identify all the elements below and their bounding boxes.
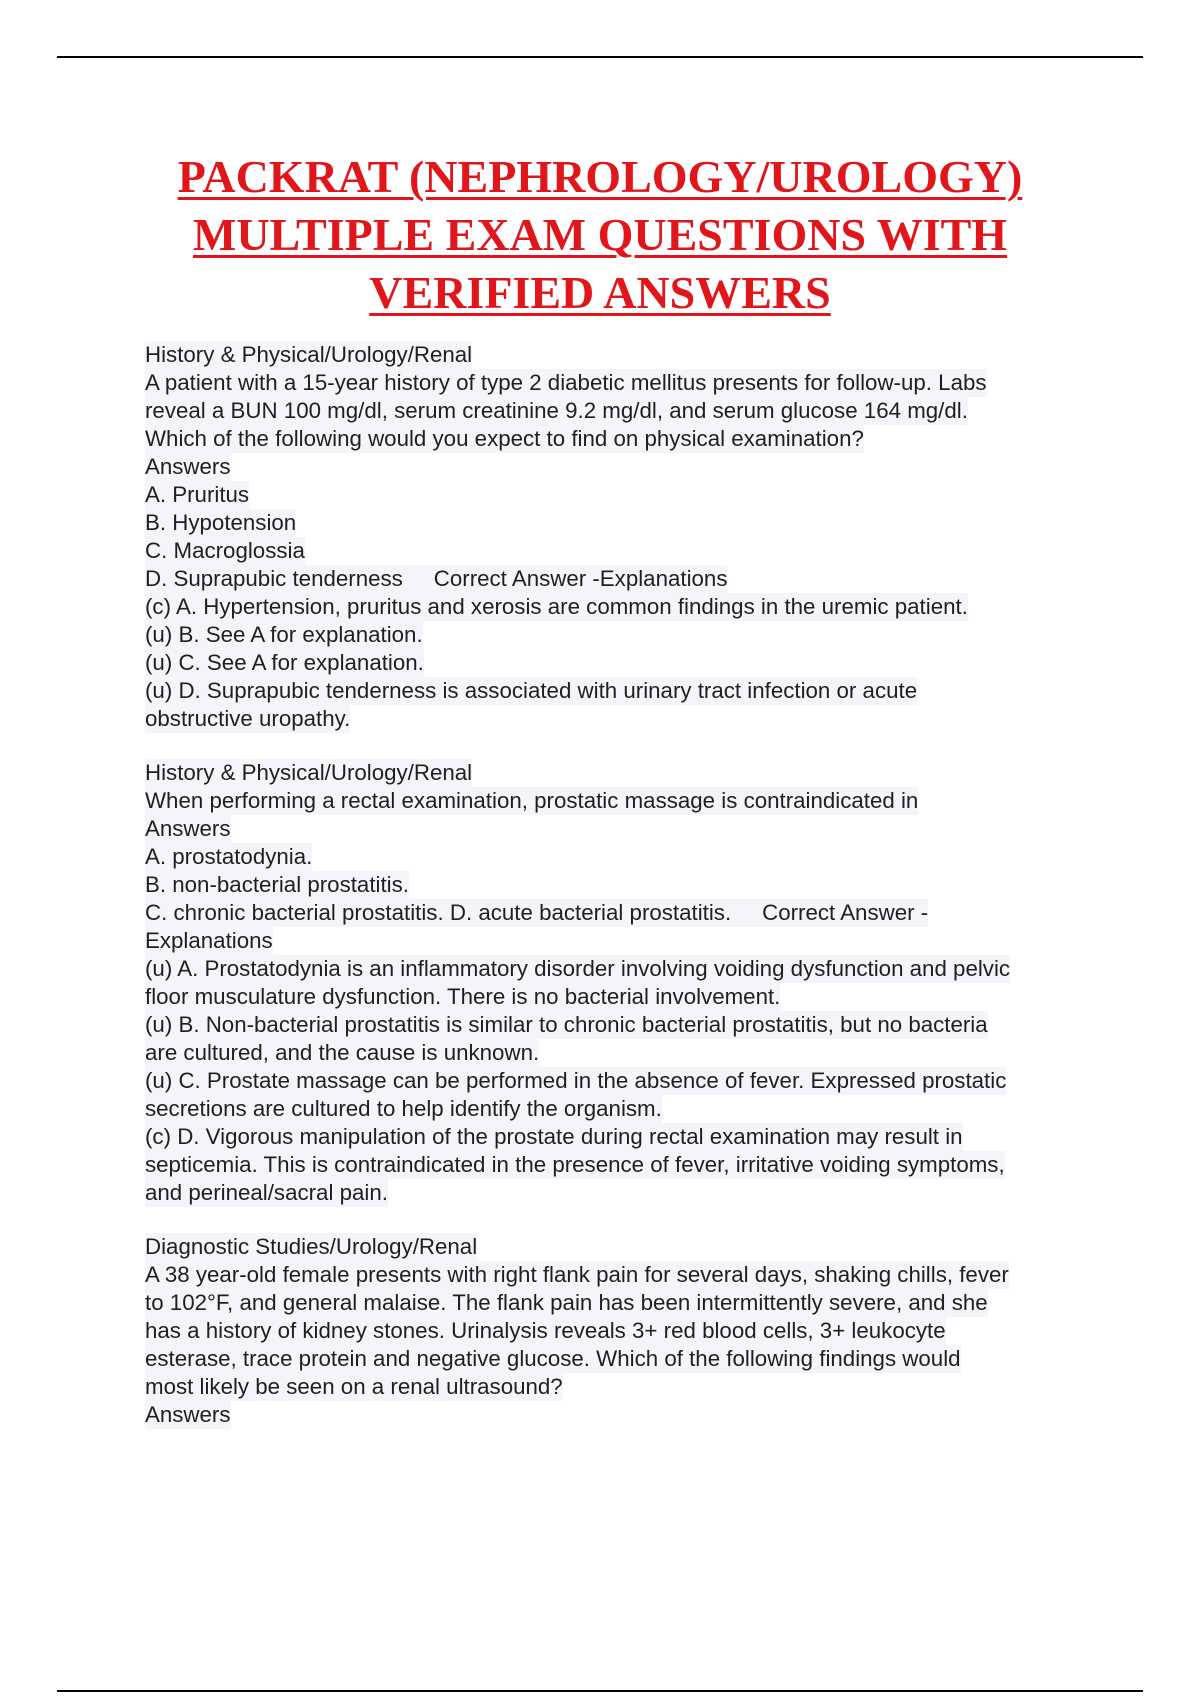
explanation-line: are cultured, and the cause is unknown. <box>145 1040 540 1065</box>
explanation-line: floor musculature dysfunction. There is no bacterial involvement. <box>145 984 781 1009</box>
question-block-1 <box>145 341 1145 733</box>
explanation-line: Explanations <box>145 928 273 953</box>
document-title <box>100 148 1100 322</box>
explanation-line: obstructive uropathy. <box>145 706 351 731</box>
top-rule <box>57 56 1143 58</box>
title-line: MULTIPLE EXAM QUESTIONS WITH <box>192 209 1008 260</box>
answers-label: Answers <box>145 454 231 479</box>
question-category: History & Physical/Urology/Renal <box>145 760 473 785</box>
explanation-line: (u) C. Prostate massage can be performed in the absence of fever. Expressed prostatic <box>145 1068 1007 1093</box>
answer-option: B. Hypotension <box>145 510 297 535</box>
answer-option: B. non-bacterial prostatitis. <box>145 872 409 897</box>
question-stem-line: Which of the following would you expect to find on physical examination? <box>145 426 864 451</box>
title-line: PACKRAT (NEPHROLOGY/UROLOGY) <box>177 151 1023 202</box>
answer-option: A. prostatodynia. <box>145 844 313 869</box>
explanation-line: (u) B. Non-bacterial prostatitis is similar to chronic bacterial prostatitis, but no bacteria <box>145 1012 988 1037</box>
question-stem-line: When performing a rectal examination, prostatic massage is contraindicated in <box>145 788 919 813</box>
question-category: History & Physical/Urology/Renal <box>145 342 473 367</box>
explanation-line: septicemia. This is contraindicated in the presence of fever, irritative voiding symptoms, <box>145 1152 1005 1177</box>
explanation-line: (u) B. See A for explanation. <box>145 622 423 647</box>
title-line: VERIFIED ANSWERS <box>369 267 831 318</box>
explanation-line: and perineal/sacral pain. <box>145 1180 388 1205</box>
question-block-2 <box>145 759 1145 1207</box>
answer-option: A. Pruritus <box>145 482 250 507</box>
answers-label: Answers <box>145 816 231 841</box>
bottom-rule <box>57 1690 1143 1692</box>
explanation-line: secretions are cultured to help identify the organism. <box>145 1096 662 1121</box>
explanation-line: (u) A. Prostatodynia is an inflammatory disorder involving voiding dysfunction and pelvic <box>145 956 1011 981</box>
question-stem-line: A 38 year-old female presents with right flank pain for several days, shaking chills, fever <box>145 1262 1009 1287</box>
question-stem-line: most likely be seen on a renal ultrasound? <box>145 1374 563 1399</box>
explanation-line: (c) A. Hypertension, pruritus and xerosis are common findings in the uremic patient. <box>145 594 968 619</box>
answer-option: C. Macroglossia <box>145 538 305 563</box>
question-stem-line: to 102°F, and general malaise. The flank pain has been intermittently severe, and she <box>145 1290 988 1315</box>
question-stem-line: A patient with a 15-year history of type 2 diabetic mellitus presents for follow-up. Labs <box>145 370 987 395</box>
question-stem-line: esterase, trace protein and negative glucose. Which of the following findings would <box>145 1346 961 1371</box>
paragraph-gap <box>145 733 1145 759</box>
explanation-line: (u) D. Suprapubic tenderness is associated with urinary tract infection or acute <box>145 678 918 703</box>
answer-option: D. Suprapubic tenderness Correct Answer -Explanations <box>145 566 728 591</box>
explanation-line: (u) C. See A for explanation. <box>145 650 424 675</box>
question-stem-line: has a history of kidney stones. Urinalysis reveals 3+ red blood cells, 3+ leukocyte <box>145 1318 946 1343</box>
answers-label: Answers <box>145 1402 231 1427</box>
paragraph-gap <box>145 1207 1145 1233</box>
answer-option: C. chronic bacterial prostatitis. D. acute bacterial prostatitis. Correct Answer - <box>145 900 929 925</box>
question-list <box>145 341 1145 1429</box>
explanation-line: (c) D. Vigorous manipulation of the prostate during rectal examination may result in <box>145 1124 963 1149</box>
question-block-3 <box>145 1233 1145 1429</box>
question-stem-line: reveal a BUN 100 mg/dl, serum creatinine 9.2 mg/dl, and serum glucose 164 mg/dl. <box>145 398 968 423</box>
question-category: Diagnostic Studies/Urology/Renal <box>145 1234 478 1259</box>
